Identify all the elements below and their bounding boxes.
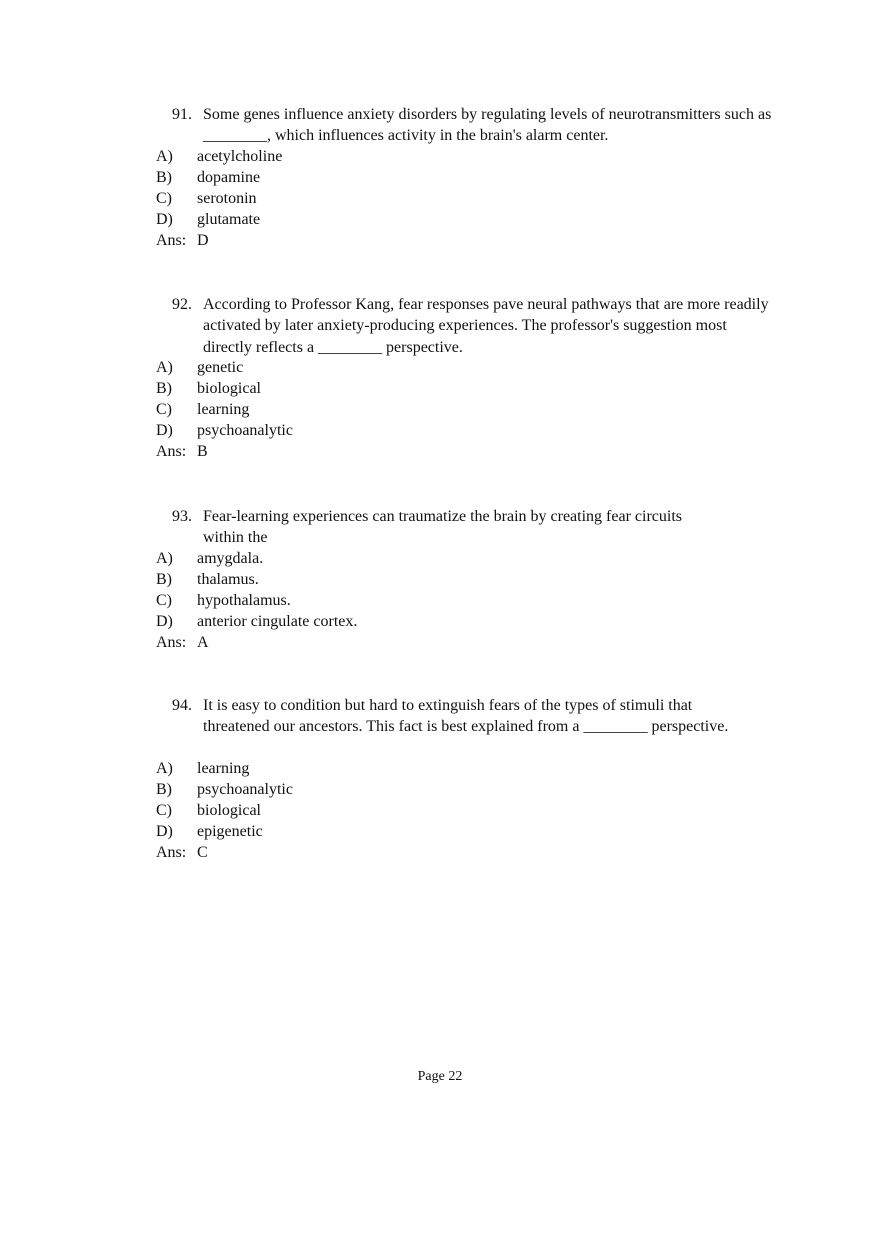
question-text: According to Professor Kang, fear responses pave neural pathways that are more readily activated by later anxiety-producing experiences. The professor's suggestion most directly reflects a ________ perspective. xyxy=(203,296,769,356)
answer-value: D xyxy=(197,232,209,250)
question-stem xyxy=(172,294,772,358)
question-stem xyxy=(172,695,772,738)
answer-value: C xyxy=(197,844,208,862)
option-text: psychoanalytic xyxy=(197,422,293,440)
option-text: epigenetic xyxy=(197,823,263,841)
option-text: learning xyxy=(197,760,250,777)
option-letter: B) xyxy=(156,781,172,799)
answer-label: Ans: xyxy=(156,443,187,461)
option-letter: A) xyxy=(156,359,173,376)
option-text: biological xyxy=(197,380,261,398)
option-text: dopamine xyxy=(197,169,261,187)
question-number: 94. xyxy=(172,697,192,714)
question-stem xyxy=(172,104,772,147)
option-letter: D) xyxy=(156,211,173,229)
question-number: 91. xyxy=(172,106,192,123)
option-letter: C) xyxy=(156,592,172,610)
option-text: serotonin xyxy=(197,190,257,208)
question-number: 92. xyxy=(172,296,192,313)
option-text: learning xyxy=(197,401,250,419)
option-text: thalamus. xyxy=(197,571,259,589)
option-text: biological xyxy=(197,802,261,820)
option-text: acetylcholine xyxy=(197,148,283,165)
option-text: hypothalamus. xyxy=(197,592,291,610)
option-text: genetic xyxy=(197,359,244,376)
answer-value: B xyxy=(197,443,208,461)
option-letter: B) xyxy=(156,571,172,589)
option-letter: C) xyxy=(156,190,172,208)
option-text: anterior cingulate cortex. xyxy=(197,613,358,631)
option-letter: D) xyxy=(156,422,173,440)
option-text: amygdala. xyxy=(197,550,264,567)
question-stem xyxy=(172,506,772,549)
option-text: glutamate xyxy=(197,211,261,229)
option-letter: D) xyxy=(156,613,173,631)
question-text: Some genes influence anxiety disorders by regulating levels of neurotransmitters such as ________, which influences activity in the brain's alarm center. xyxy=(203,106,772,145)
question-number: 93. xyxy=(172,508,192,525)
option-letter: C) xyxy=(156,802,172,820)
option-letter: C) xyxy=(156,401,172,419)
option-letter: A) xyxy=(156,148,173,165)
option-letter: B) xyxy=(156,380,172,398)
answer-label: Ans: xyxy=(156,634,187,652)
question-text: Fear-learning experiences can traumatize the brain by creating fear circuits within the xyxy=(203,508,682,547)
option-letter: B) xyxy=(156,169,172,187)
option-letter: A) xyxy=(156,550,173,567)
answer-label: Ans: xyxy=(156,232,187,250)
option-text: psychoanalytic xyxy=(197,781,293,799)
answer-value: A xyxy=(197,634,209,652)
option-letter: A) xyxy=(156,760,173,777)
option-letter: D) xyxy=(156,823,173,841)
answer-label: Ans: xyxy=(156,844,187,862)
page-number: Page 22 xyxy=(417,1069,463,1084)
question-text: It is easy to condition but hard to extinguish fears of the types of stimuli that threatened our ancestors. This fact is best explained from a ________ perspective. xyxy=(203,697,729,736)
